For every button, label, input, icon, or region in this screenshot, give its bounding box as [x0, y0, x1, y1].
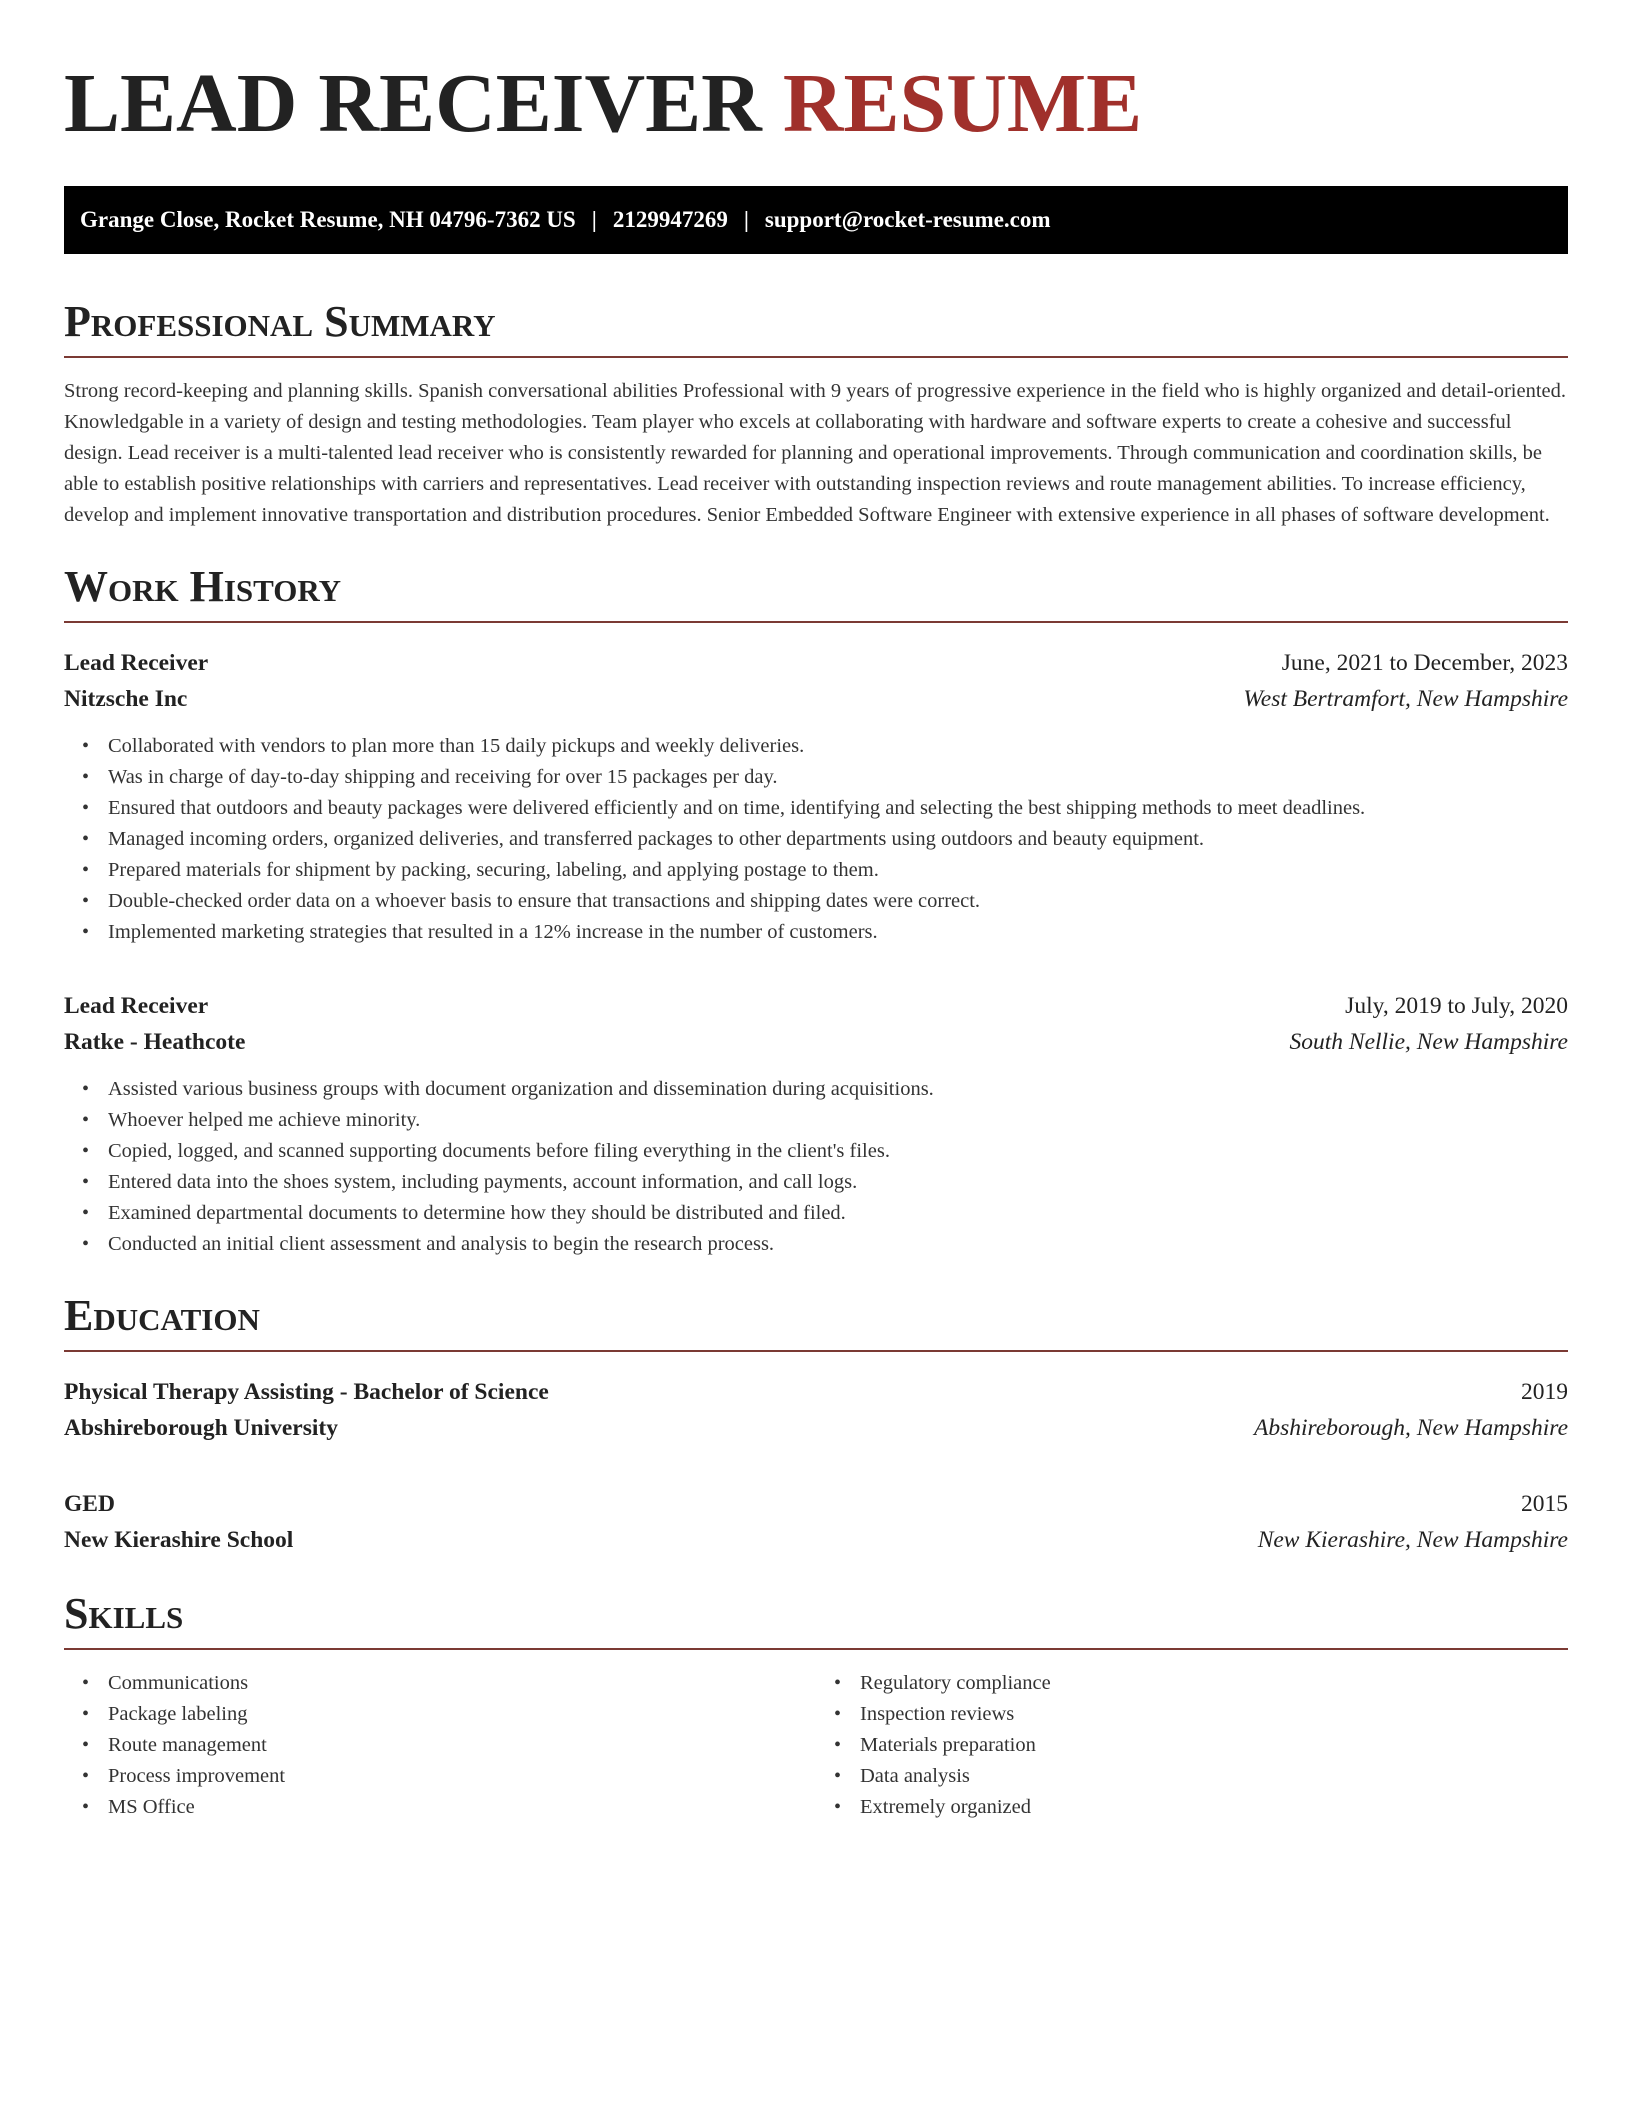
job-entry — [64, 645, 1568, 948]
education-school: New Kierashire School — [64, 1527, 294, 1553]
education-heading: Education — [64, 1292, 1568, 1352]
list-item: • Prepared materials for shipment by packing, securing, labeling, and applying postage to them. — [108, 855, 1568, 886]
list-item: • Communications — [108, 1668, 816, 1699]
job-company-row — [64, 1024, 1568, 1060]
job-location: South Nellie, New Hampshire — [1289, 1029, 1568, 1055]
list-item: • Materials preparation — [860, 1730, 1568, 1761]
list-item: • Entered data into the shoes system, including payments, account information, and call logs. — [108, 1167, 1568, 1198]
list-item: • Extremely organized — [860, 1792, 1568, 1823]
job-company: Nitzsche Inc — [64, 686, 188, 712]
list-item: • Managed incoming orders, organized deliveries, and transferred packages to other departments using outdoors and beauty equipment. — [108, 824, 1568, 855]
job-dates: July, 2019 to July, 2020 — [1345, 993, 1568, 1019]
list-item: • Conducted an initial client assessment and analysis to begin the research process. — [108, 1229, 1568, 1260]
list-item: • Examined departmental documents to determine how they should be distributed and filed. — [108, 1198, 1568, 1229]
education-entry — [64, 1374, 1568, 1446]
job-location: West Bertramfort, New Hampshire — [1243, 686, 1568, 712]
job-dates: June, 2021 to December, 2023 — [1281, 650, 1568, 676]
job-header-row — [64, 988, 1568, 1024]
list-item: • Inspection reviews — [860, 1699, 1568, 1730]
list-item: • Ensured that outdoors and beauty packages were delivered efficiently and on time, identifying and selecting the best shipping methods to meet deadlines. — [108, 793, 1568, 824]
job-header-row — [64, 645, 1568, 681]
list-item: • Was in charge of day-to-day shipping and receiving for over 15 packages per day. — [108, 762, 1568, 793]
list-item: • Assisted various business groups with document organization and dissemination during acquisitions. — [108, 1074, 1568, 1105]
list-item: • Implemented marketing strategies that resulted in a 12% increase in the number of customers. — [108, 917, 1568, 948]
skills-left-list — [64, 1668, 816, 1823]
contact-address: Grange Close, Rocket Resume, NH 04796-7362 US — [80, 207, 576, 232]
contact-phone: 2129947269 — [612, 207, 728, 232]
contact-email: support@rocket-resume.com — [764, 207, 1051, 232]
education-header-row — [64, 1374, 1568, 1410]
page-title — [64, 56, 1568, 152]
skills-columns — [64, 1668, 1568, 1823]
education-year: 2015 — [1521, 1491, 1568, 1517]
list-item: • Route management — [108, 1730, 816, 1761]
contact-bar — [64, 186, 1568, 254]
contact-separator: | — [743, 207, 749, 232]
list-item: • Collaborated with vendors to plan more than 15 daily pickups and weekly deliveries. — [108, 731, 1568, 762]
list-item: • Double-checked order data on a whoever basis to ensure that transactions and shipping dates were correct. — [108, 886, 1568, 917]
education-school: Abshireborough University — [64, 1415, 338, 1441]
list-item: • MS Office — [108, 1792, 816, 1823]
job-entry — [64, 988, 1568, 1260]
education-year: 2019 — [1521, 1379, 1568, 1405]
work-history-heading: Work History — [64, 563, 1568, 623]
list-item: • Data analysis — [860, 1761, 1568, 1792]
list-item: • Copied, logged, and scanned supporting documents before filing everything in the client's files. — [108, 1136, 1568, 1167]
list-item: • Regulatory compliance — [860, 1668, 1568, 1699]
title-accent: RESUME — [782, 57, 1143, 150]
job-title: Lead Receiver — [64, 993, 209, 1019]
skills-heading: Skills — [64, 1590, 1568, 1650]
job-company: Ratke - Heathcote — [64, 1029, 246, 1055]
education-degree: Physical Therapy Assisting - Bachelor of Science — [64, 1379, 549, 1405]
education-location: Abshireborough, New Hampshire — [1254, 1415, 1568, 1441]
education-location: New Kierashire, New Hampshire — [1257, 1527, 1568, 1553]
list-item: • Package labeling — [108, 1699, 816, 1730]
summary-heading: Professional Summary — [64, 298, 1568, 358]
education-school-row — [64, 1522, 1568, 1558]
job-company-row — [64, 681, 1568, 717]
education-entry — [64, 1486, 1568, 1558]
title-main: LEAD RECEIVER — [64, 57, 762, 150]
job-bullets — [64, 731, 1568, 948]
contact-separator: | — [591, 207, 597, 232]
summary-text: Strong record-keeping and planning skills. Spanish conversational abilities Professional with 9 years of progressive experience in the field who is highly organized and detail-oriented. Knowledgable in a variety of design and testing methodologies. Team player who excels at collaborating with hardware and software experts to create a cohesive and successful design. Lead receiver is a multi-talented lead receiver who is consistently rewarded for planning and operational improvements. Through communication and coordination skills, be able to establish positive relationships with carriers and representatives. Lead receiver with outstanding inspection reviews and route management abilities. To increase efficiency, develop and implement innovative transportation and distribution procedures. Senior Embedded Software Engineer with extensive experience in all phases of software development. — [64, 380, 1567, 526]
list-item: • Process improvement — [108, 1761, 816, 1792]
job-bullets — [64, 1074, 1568, 1260]
education-header-row — [64, 1486, 1568, 1522]
education-school-row — [64, 1410, 1568, 1446]
job-title: Lead Receiver — [64, 650, 209, 676]
list-item: • Whoever helped me achieve minority. — [108, 1105, 1568, 1136]
education-degree: GED — [64, 1491, 115, 1517]
skills-right-list — [816, 1668, 1568, 1823]
